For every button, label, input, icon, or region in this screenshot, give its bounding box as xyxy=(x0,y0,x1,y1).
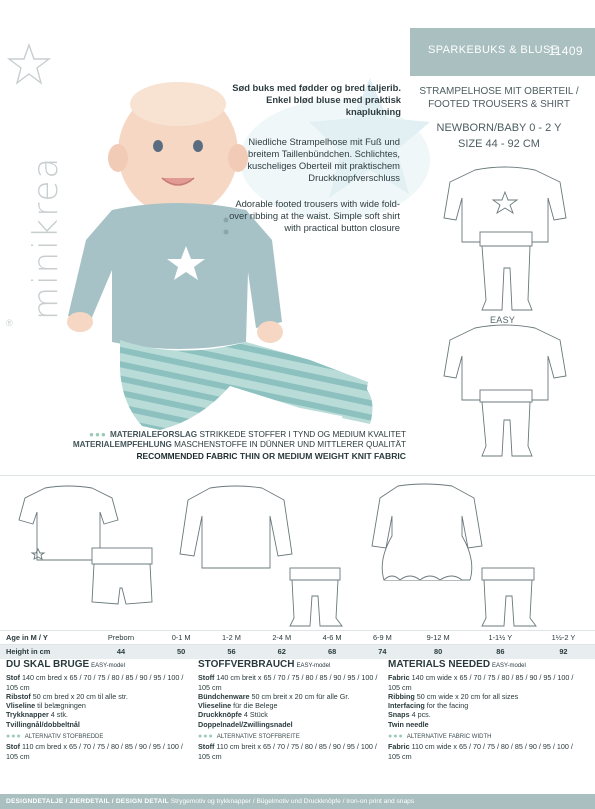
description-da: Sød buks med fødder og bred taljerib. Enkel blød bluse med praktisk knaplukning xyxy=(232,82,401,117)
pattern-name: SPARKEBUKS & BLUSE xyxy=(428,44,559,56)
material-value: 50 cm breit x 20 cm für alle Gr. xyxy=(249,691,350,701)
age-cell: 4-6 M xyxy=(307,631,357,645)
material-line xyxy=(198,701,388,710)
materials-alt-lines xyxy=(198,742,388,761)
subtitle-en: FOOTED TROUSERS & SHIRT xyxy=(428,99,570,110)
materials-en xyxy=(388,660,578,761)
description-en: Adorable footed trousers with wide fold-over ribbing at the waist. Simple soft shirt with practical button closure xyxy=(229,198,400,233)
material-label: Doppelnadel/Zwillingsnadel xyxy=(198,719,293,729)
fabric-rec-da: ●●● MATERIALEFORSLAG STRIKKEDE STOFFER I TYND OG MEDIUM KVALITET xyxy=(89,430,406,439)
material-value: 140 cm breit x 65 / 70 / 75 / 80 / 85 / 90 / 95 / 100 / 105 cm xyxy=(198,673,378,692)
material-label: Trykknapper xyxy=(6,710,49,720)
size-range: SIZE 44 - 92 CM xyxy=(458,138,540,150)
height-row xyxy=(0,645,595,659)
materials-da xyxy=(6,660,196,761)
age-cell: 1½-2 Y xyxy=(532,631,595,645)
registered-mark: ® xyxy=(6,318,13,328)
material-line xyxy=(6,673,196,692)
material-value: for the facing xyxy=(424,701,469,711)
material-label: Bündchenware xyxy=(198,691,250,701)
material-value: 50 cm wide x 20 cm for all sizes xyxy=(414,691,519,701)
material-label: Druckknöpfe xyxy=(198,710,242,720)
material-line xyxy=(388,692,578,701)
baby-photo-illustration xyxy=(50,60,380,450)
height-cell: 74 xyxy=(357,645,407,659)
fabric-rec-en: RECOMMENDED FABRIC THIN OR MEDIUM WEIGHT KNIT FABRIC xyxy=(136,451,406,461)
fabric-recommendation xyxy=(36,430,406,461)
material-line xyxy=(6,710,196,719)
materials-title: DU SKAL BRUGE EASY-model xyxy=(6,659,125,670)
age-cell: 1-1½ Y xyxy=(469,631,532,645)
height-cell: 62 xyxy=(257,645,307,659)
size-group: NEWBORN/BABY 0 - 2 Y xyxy=(436,122,562,134)
material-line xyxy=(6,692,196,701)
material-line xyxy=(388,720,578,729)
material-label: Snaps xyxy=(388,710,410,720)
height-label: Height in cm xyxy=(0,645,86,659)
difficulty-dots: ●●● xyxy=(89,430,107,439)
material-line xyxy=(388,710,578,719)
material-line xyxy=(6,701,196,710)
age-cell: 9-12 M xyxy=(408,631,469,645)
material-value: für die Belege xyxy=(231,701,278,711)
materials-lines xyxy=(6,673,196,729)
materials-lines xyxy=(198,673,388,729)
age-cell: 2-4 M xyxy=(257,631,307,645)
materials-de xyxy=(198,660,388,761)
materials-alt-lines xyxy=(6,742,196,761)
material-value: 140 cm bred x 65 / 70 / 75 / 80 / 85 / 90 / 95 / 100 / 105 cm xyxy=(6,673,184,692)
difficulty-label: EASY xyxy=(490,315,516,325)
material-value: 110 cm breit x 65 / 70 / 75 / 80 / 85 / 90 / 95 / 100 / 105 cm xyxy=(198,742,377,761)
age-row xyxy=(0,631,595,645)
material-line xyxy=(198,710,388,719)
footer-text: Strygemotiv og trykknapper / Bügelmotiv und Druckknöpfe / Iron-on print and snaps xyxy=(168,798,415,805)
height-cell: 86 xyxy=(469,645,532,659)
height-cell: 92 xyxy=(532,645,595,659)
height-cell: 44 xyxy=(86,645,156,659)
material-label: Fabric xyxy=(388,742,410,752)
material-value: 4 stk. xyxy=(48,710,68,720)
material-value: 4 Stück xyxy=(241,710,268,720)
materials-title: STOFFVERBRAUCH EASY-model xyxy=(198,659,331,670)
materials-title: MATERIALS NEEDED EASY-model xyxy=(388,659,526,670)
materials-alt-lines xyxy=(388,742,578,761)
age-cell: Preborn xyxy=(86,631,156,645)
material-label: Ribbing xyxy=(388,691,415,701)
material-label: Stoff xyxy=(198,742,215,752)
material-label: Stoff xyxy=(198,673,215,683)
garment-line-drawings xyxy=(0,476,595,631)
size-table xyxy=(0,630,595,659)
material-label: Twin needle xyxy=(388,719,429,729)
pattern-title-box xyxy=(410,28,595,76)
materials-lines xyxy=(388,673,578,729)
material-line xyxy=(388,701,578,710)
material-label: Ribstof xyxy=(6,691,31,701)
age-cell: 6-9 M xyxy=(357,631,407,645)
height-cell: 80 xyxy=(408,645,469,659)
height-cell: 50 xyxy=(156,645,206,659)
material-label: Vlieseline xyxy=(198,701,232,711)
material-value: 140 cm wide x 65 / 70 / 75 / 80 / 85 / 90 / 95 / 100 / 105 cm xyxy=(388,673,574,692)
material-value: 4 pcs. xyxy=(409,710,431,720)
material-label: Tvillingnål/dobbeltnål xyxy=(6,719,80,729)
star-logo-icon xyxy=(6,42,52,88)
material-line xyxy=(198,673,388,692)
subtitle-de: STRAMPELHOSE MIT OBERTEIL / xyxy=(419,86,579,97)
height-cell: 56 xyxy=(206,645,256,659)
material-value: 110 cm bred x 65 / 70 / 75 / 80 / 85 / 90 / 95 / 100 / 105 cm xyxy=(6,742,183,761)
technical-drawing-right xyxy=(430,160,580,460)
technical-drawings xyxy=(0,475,595,630)
pattern-number: 11409 xyxy=(548,44,583,58)
material-value: 110 cm wide x 65 / 70 / 75 / 80 / 85 / 90 / 95 / 100 / 105 cm xyxy=(388,742,573,761)
footer-label: DESIGNDETALJE / ZIERDETAIL / DESIGN DETAIL xyxy=(6,798,169,805)
material-line xyxy=(198,742,388,761)
footer-design-detail xyxy=(0,794,595,809)
brand-wordmark: minikrea xyxy=(26,155,66,320)
material-line xyxy=(6,720,196,729)
age-cell: 0-1 M xyxy=(156,631,206,645)
material-label: Stof xyxy=(6,742,20,752)
material-line xyxy=(198,720,388,729)
material-line xyxy=(388,742,578,761)
material-label: Vliseline xyxy=(6,701,36,711)
height-cell: 68 xyxy=(307,645,357,659)
material-line xyxy=(6,742,196,761)
material-line xyxy=(388,673,578,692)
material-label: Interfacing xyxy=(388,701,425,711)
age-label: Age in M / Y xyxy=(0,631,86,645)
fabric-rec-de: MATERIALEMPFEHLUNG MASCHENSTOFFE IN DÜNNER UND MITTLERER QUALITÄT xyxy=(72,440,406,449)
alt-width-label: ●●● ALTERNATIVE FABRIC WIDTH xyxy=(388,733,492,741)
alt-width-label: ●●● ALTERNATIV STOFBREDDE xyxy=(6,733,104,741)
alt-width-label: ●●● ALTERNATIVE STOFFBREITE xyxy=(198,733,300,741)
material-line xyxy=(198,692,388,701)
material-value: til belægningen xyxy=(35,701,86,711)
age-cell: 1-2 M xyxy=(206,631,256,645)
description-de: Niedliche Strampelhose mit Fuß und breitem Taillenbündchen. Schlichtes, kuscheliges Oberteil mit praktischem Druckknopfverschluss xyxy=(247,136,400,183)
material-label: Stof xyxy=(6,673,20,683)
material-label: Fabric xyxy=(388,673,410,683)
material-value: 50 cm bred x 20 cm til alle str. xyxy=(30,691,128,701)
